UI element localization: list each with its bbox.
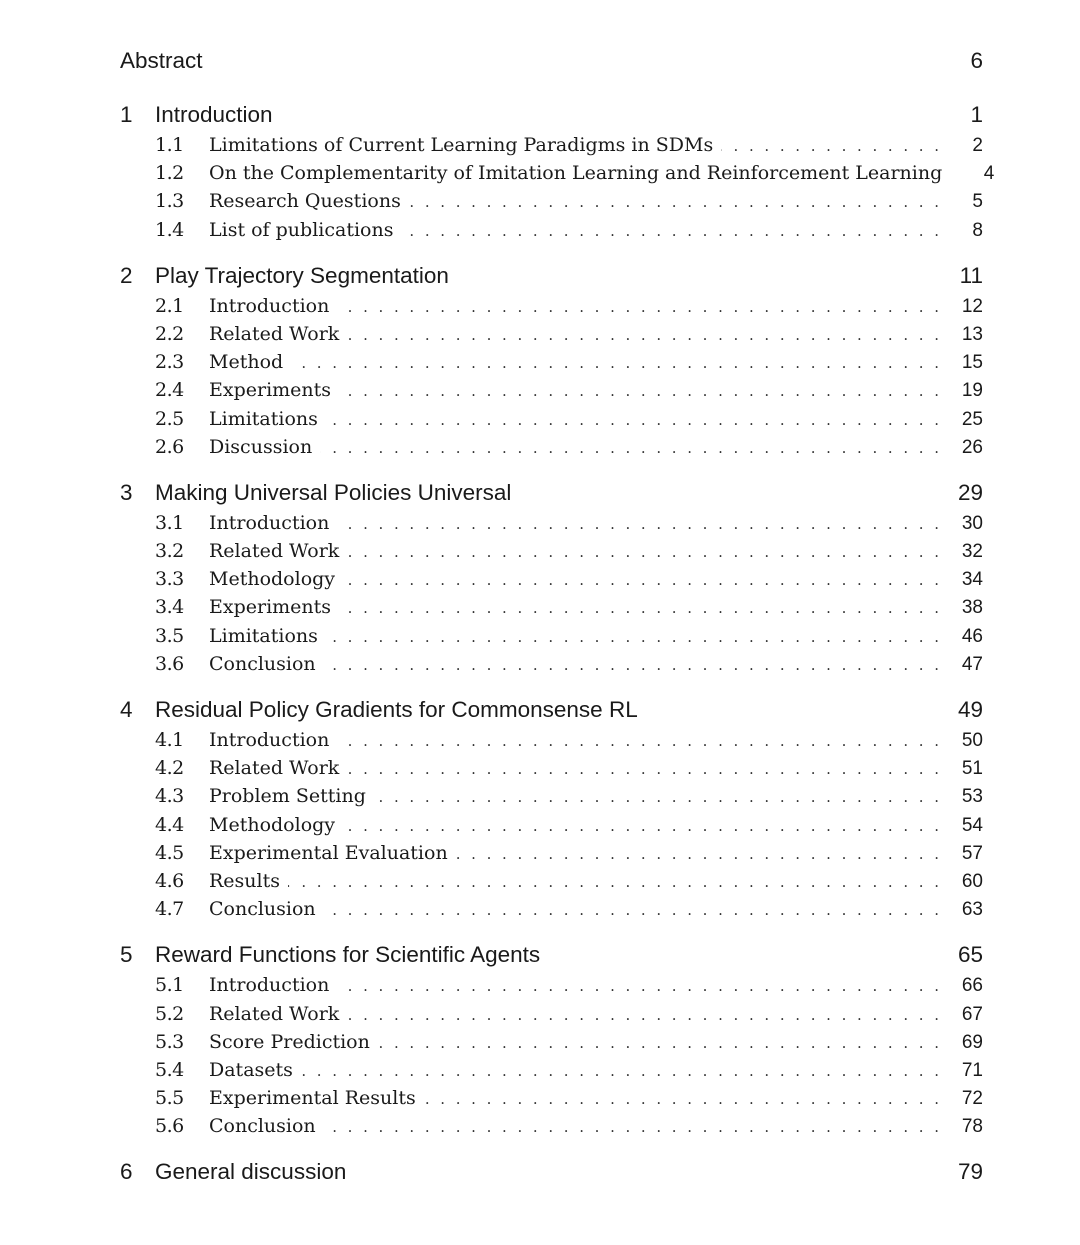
dot-leader bbox=[291, 354, 939, 372]
section-number: 5.2 bbox=[155, 1002, 184, 1025]
toc-entry-abstract[interactable] bbox=[120, 48, 983, 84]
toc-section-entry[interactable] bbox=[120, 1115, 983, 1143]
toc-section-entry[interactable] bbox=[120, 436, 983, 464]
section-title: Datasets bbox=[209, 1058, 293, 1081]
toc-section-entry[interactable] bbox=[120, 1059, 983, 1087]
toc-section-entry[interactable] bbox=[120, 1031, 983, 1059]
section-title: Experimental Results bbox=[209, 1087, 416, 1110]
toc-section-entry[interactable] bbox=[120, 898, 983, 926]
section-number: 5.3 bbox=[155, 1030, 184, 1053]
section-number: 1.3 bbox=[155, 190, 184, 213]
dot-leader bbox=[324, 1118, 939, 1136]
chapter-page: 29 bbox=[957, 479, 983, 505]
chapter-page: 1 bbox=[970, 102, 983, 127]
section-title: Related Work bbox=[209, 322, 340, 345]
toc-entry-title: Abstract bbox=[120, 48, 203, 73]
chapter-list bbox=[120, 102, 995, 1191]
section-number: 5.6 bbox=[155, 1115, 184, 1138]
section-number: 5.5 bbox=[155, 1087, 184, 1110]
section-page: 46 bbox=[961, 625, 983, 647]
section-title: On the Complementarity of Imitation Learning and Reinforcement Learning bbox=[209, 162, 943, 185]
dot-leader bbox=[324, 901, 939, 919]
section-number: 3.3 bbox=[155, 568, 184, 591]
dot-leader bbox=[409, 193, 939, 211]
section-page: 57 bbox=[961, 842, 983, 864]
section-page: 38 bbox=[961, 597, 983, 619]
section-page: 63 bbox=[961, 899, 983, 921]
toc-chapter bbox=[120, 1159, 983, 1191]
section-page: 50 bbox=[961, 730, 983, 751]
section-page: 26 bbox=[961, 436, 983, 458]
toc-section-entry[interactable] bbox=[120, 295, 983, 323]
toc-entry-page: 6 bbox=[970, 48, 983, 73]
toc-section-entry[interactable] bbox=[120, 162, 995, 190]
section-number: 4.7 bbox=[155, 898, 184, 921]
section-number: 4.3 bbox=[155, 785, 184, 808]
section-title: Conclusion bbox=[209, 652, 316, 675]
chapter-page: 65 bbox=[957, 942, 983, 968]
toc-section-entry[interactable] bbox=[120, 134, 983, 162]
toc-section-entry[interactable] bbox=[120, 625, 983, 653]
dot-leader bbox=[374, 788, 939, 806]
section-title: Methodology bbox=[209, 568, 336, 591]
toc-section-entry[interactable] bbox=[120, 568, 983, 596]
toc-section-entry[interactable] bbox=[120, 323, 983, 351]
dot-leader bbox=[401, 222, 939, 240]
toc-section-entry[interactable] bbox=[120, 540, 983, 568]
chapter-number: 3 bbox=[120, 479, 133, 505]
toc-chapter-heading[interactable] bbox=[120, 102, 983, 134]
section-number: 1.1 bbox=[155, 134, 184, 156]
section-title: List of publications bbox=[209, 218, 394, 241]
dot-leader bbox=[347, 1006, 939, 1024]
toc-chapter-heading[interactable] bbox=[120, 1159, 983, 1191]
section-number: 2.1 bbox=[155, 294, 184, 317]
section-number: 2.5 bbox=[155, 407, 184, 430]
chapter-number: 6 bbox=[120, 1159, 133, 1185]
section-number: 5.1 bbox=[155, 974, 184, 997]
section-page: 53 bbox=[961, 786, 983, 808]
dot-leader bbox=[337, 298, 939, 316]
section-page: 67 bbox=[961, 1003, 983, 1025]
chapter-page: 49 bbox=[957, 697, 983, 722]
section-title: Introduction bbox=[209, 511, 330, 534]
section-title: Limitations of Current Learning Paradigms in SDMs bbox=[209, 134, 714, 156]
section-page: 15 bbox=[961, 352, 983, 374]
section-number: 4.4 bbox=[155, 813, 184, 836]
section-page: 19 bbox=[961, 380, 983, 402]
dot-leader bbox=[337, 732, 939, 750]
section-number: 1.2 bbox=[155, 162, 184, 185]
section-number: 3.6 bbox=[155, 652, 184, 675]
section-page: 8 bbox=[972, 219, 983, 241]
chapter-number: 4 bbox=[120, 697, 133, 722]
section-title: Experiments bbox=[209, 379, 332, 402]
chapter-number: 1 bbox=[120, 102, 133, 127]
toc-chapter-heading[interactable] bbox=[120, 263, 983, 295]
section-page: 4 bbox=[983, 163, 995, 185]
section-number: 4.5 bbox=[155, 841, 184, 864]
section-page: 78 bbox=[961, 1116, 983, 1138]
section-number: 3.5 bbox=[155, 624, 184, 647]
toc-section-entry[interactable] bbox=[120, 814, 983, 842]
section-page: 51 bbox=[961, 758, 983, 780]
dot-leader bbox=[347, 326, 939, 344]
section-number: 2.2 bbox=[155, 322, 184, 345]
section-page: 25 bbox=[961, 408, 983, 430]
dot-leader bbox=[324, 656, 939, 674]
section-title: Discussion bbox=[209, 435, 313, 458]
dot-leader bbox=[337, 515, 939, 533]
toc-section-entry[interactable] bbox=[120, 842, 983, 870]
toc-section-entry[interactable] bbox=[120, 974, 983, 1002]
toc-chapter bbox=[120, 942, 983, 1143]
toc-chapter bbox=[120, 480, 983, 681]
section-title: Limitations bbox=[209, 407, 318, 430]
section-title: Related Work bbox=[209, 540, 340, 563]
section-title: Score Prediction bbox=[209, 1030, 370, 1053]
section-title: Introduction bbox=[209, 729, 330, 751]
chapter-page: 79 bbox=[957, 1159, 983, 1185]
toc-section-entry[interactable] bbox=[120, 729, 983, 757]
section-page: 5 bbox=[972, 191, 983, 213]
section-number: 2.4 bbox=[155, 379, 184, 402]
toc-section-entry[interactable] bbox=[120, 408, 983, 436]
dot-leader bbox=[343, 817, 939, 835]
dot-leader bbox=[347, 760, 939, 778]
toc-chapter bbox=[120, 697, 983, 926]
toc-section-entry[interactable] bbox=[120, 351, 983, 379]
toc-section-entry[interactable] bbox=[120, 219, 983, 247]
section-page: 69 bbox=[961, 1031, 983, 1053]
section-title: Conclusion bbox=[209, 898, 316, 921]
toc-section-entry[interactable] bbox=[120, 1003, 983, 1031]
section-title: Limitations bbox=[209, 624, 318, 647]
dot-leader bbox=[288, 873, 939, 891]
section-number: 2.6 bbox=[155, 435, 184, 458]
section-page: 2 bbox=[972, 135, 983, 156]
chapter-title: General discussion bbox=[155, 1159, 347, 1185]
chapter-title: Making Universal Policies Universal bbox=[155, 479, 512, 505]
section-number: 3.2 bbox=[155, 540, 184, 563]
dot-leader bbox=[339, 382, 939, 400]
dot-leader bbox=[378, 1034, 939, 1052]
toc-section-entry[interactable] bbox=[120, 757, 983, 785]
section-page: 60 bbox=[961, 870, 983, 892]
section-number: 5.4 bbox=[155, 1058, 184, 1081]
section-title: Introduction bbox=[209, 974, 330, 997]
section-title: Problem Setting bbox=[209, 785, 366, 808]
chapter-number: 2 bbox=[120, 262, 133, 288]
toc-section-entry[interactable] bbox=[120, 596, 983, 624]
section-title: Experimental Evaluation bbox=[209, 841, 448, 864]
toc-chapter-heading[interactable] bbox=[120, 697, 983, 729]
dot-leader bbox=[424, 1090, 939, 1108]
toc-chapter-heading[interactable] bbox=[120, 480, 983, 512]
section-title: Method bbox=[209, 351, 284, 374]
chapter-title: Play Trajectory Segmentation bbox=[155, 262, 449, 288]
section-page: 66 bbox=[961, 975, 983, 997]
section-title: Methodology bbox=[209, 813, 336, 836]
toc-section-entry[interactable] bbox=[120, 379, 983, 407]
chapter-page: 11 bbox=[959, 262, 983, 288]
dot-leader bbox=[721, 137, 939, 155]
section-title: Related Work bbox=[209, 1002, 340, 1025]
section-title: Results bbox=[209, 869, 280, 892]
section-page: 12 bbox=[961, 295, 983, 317]
section-page: 54 bbox=[961, 814, 983, 836]
section-number: 4.2 bbox=[155, 757, 184, 780]
section-page: 13 bbox=[961, 323, 983, 345]
dot-leader bbox=[326, 628, 939, 646]
toc-section-entry[interactable] bbox=[120, 653, 983, 681]
toc-section-entry[interactable] bbox=[120, 190, 983, 218]
chapter-title: Introduction bbox=[155, 102, 273, 127]
section-number: 4.6 bbox=[155, 869, 184, 892]
section-page: 34 bbox=[961, 569, 983, 591]
section-title: Experiments bbox=[209, 596, 332, 619]
section-number: 3.4 bbox=[155, 596, 184, 619]
section-number: 2.3 bbox=[155, 351, 184, 374]
toc-section-entry[interactable] bbox=[120, 785, 983, 813]
dot-leader bbox=[320, 439, 939, 457]
toc-section-entry[interactable] bbox=[120, 512, 983, 540]
section-page: 32 bbox=[961, 541, 983, 563]
section-number: 4.1 bbox=[155, 729, 184, 751]
dot-leader bbox=[456, 845, 939, 863]
dot-leader bbox=[339, 599, 939, 617]
section-title: Introduction bbox=[209, 294, 330, 317]
dot-leader bbox=[301, 1062, 939, 1080]
section-page: 71 bbox=[961, 1059, 983, 1081]
section-title: Related Work bbox=[209, 757, 340, 780]
toc-section-entry[interactable] bbox=[120, 1087, 983, 1115]
section-number: 1.4 bbox=[155, 218, 184, 241]
chapter-title: Residual Policy Gradients for Commonsense RL bbox=[155, 697, 638, 722]
section-title: Conclusion bbox=[209, 1115, 316, 1138]
dot-leader bbox=[326, 411, 939, 429]
table-of-contents bbox=[120, 48, 995, 1207]
chapter-number: 5 bbox=[120, 942, 133, 968]
section-page: 47 bbox=[961, 653, 983, 675]
toc-section-entry[interactable] bbox=[120, 870, 983, 898]
section-number: 3.1 bbox=[155, 511, 184, 534]
dot-leader bbox=[337, 977, 939, 995]
toc-chapter bbox=[120, 263, 983, 464]
toc-chapter-heading[interactable] bbox=[120, 942, 983, 974]
toc-chapter bbox=[120, 102, 995, 247]
section-title: Research Questions bbox=[209, 190, 401, 213]
section-page: 72 bbox=[961, 1088, 983, 1110]
dot-leader bbox=[343, 571, 939, 589]
section-page: 30 bbox=[961, 512, 983, 534]
chapter-title: Reward Functions for Scientific Agents bbox=[155, 942, 541, 968]
dot-leader bbox=[347, 543, 939, 561]
